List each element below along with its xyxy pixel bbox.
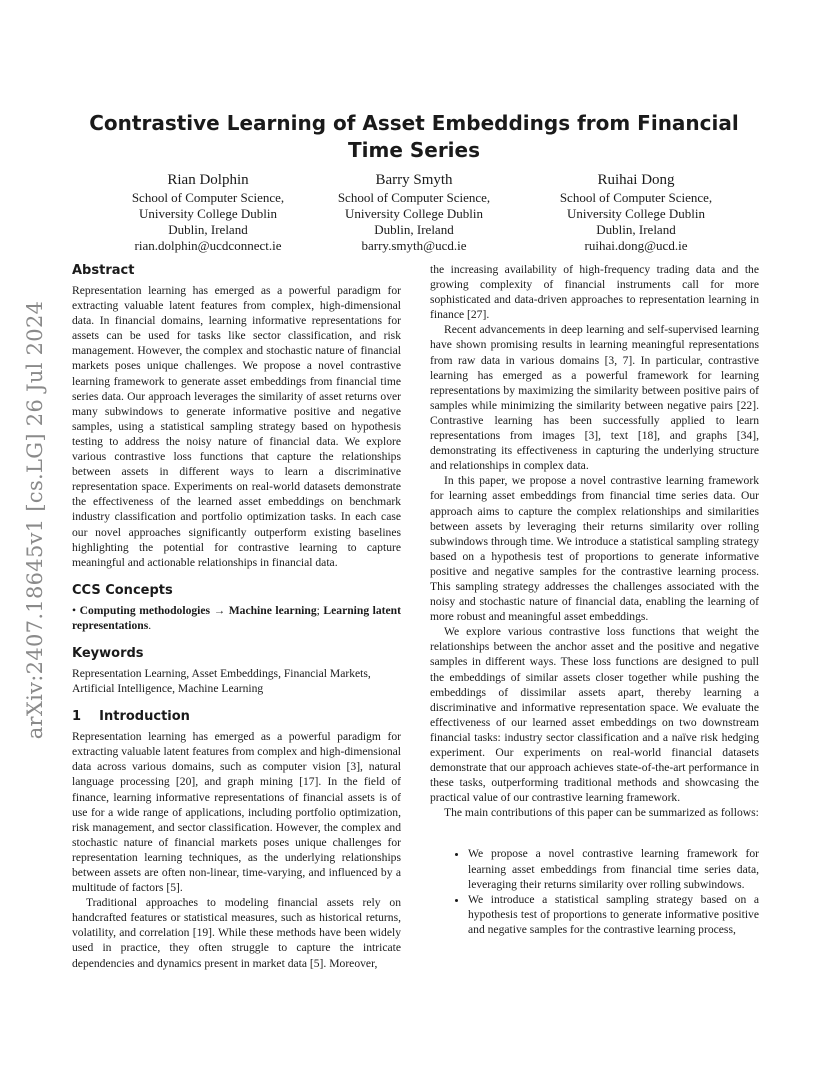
abstract-text: Representation learning has emerged as a powerful paradigm for extracting valuable latent features from complex, high-dimensional data. In financial domains, learning informative representations for assets can be used for tasks like sector classification, and risk management. However, the complex and stochastic nature of financial markets poses unique challenges. We propose a novel contrastive learning framework to generate asset embeddings from financial time series data. Our approach leverages the similarity of asset returns over many subwindows to generate informative positive and negative samples, using a statistical sampling strategy based on hypothesis testing to address the noisy nature of financial data. We explore various contrastive loss functions that capture the relationships between assets in different ways to learn a discriminative representation space. Experiments on real-world datasets demonstrate the effectiveness of the learned asset embeddings on benchmark industry classification and portfolio optimization tasks. In each case our novel approaches significantly outperform existing baselines highlighting the potential for contrastive learning to capture meaningful and actionable relationships in financial data.	[72, 284, 401, 569]
author-name: Ruihai Dong	[597, 172, 675, 188]
right-paragraph-3: We explore various contrastive loss functions that weight the relationships between the anchor asset and the positive and negative samples in different ways. These loss functions are designed to pull the embeddings of similar assets closer together while pushing the embeddings of dissimilar assets apart, thereby learning a discriminative and informative representation space. We evaluate the effectiveness of our learned asset embeddings on two downstream financial tasks: industry sector classification and a naïve risk hedging experiment. Our experiments on real-world financial datasets demonstrate that our approach achieves state-of-the-art performance in these tasks, outperforming traditional methods and showcasing the practical value of our contrastive learning framework.	[430, 625, 759, 805]
right-paragraph-2: In this paper, we propose a novel contrastive learning framework for learning asset embeddings from financial time series data. Our approach aims to capture the complex relationships and similarities between assets by leveraging their returns similarity over rolling subwindows through time. We introduce a statistical sampling strategy based on a hypothesis test of proportions to generate informative positive and negative samples for the contrastive learning process. This sampling strategy addresses the challenges associated with the noisy and stochastic nature of financial data, enabling the learning of more robust and meaningful asset embeddings.	[430, 474, 759, 624]
keywords-text: Representation Learning, Asset Embeddings, Financial Markets, Artificial Intelligence, Machine Learning	[72, 666, 371, 696]
right-paragraph-4: The main contributions of this paper can be summarized as follows:	[444, 806, 759, 820]
paper-title: Contrastive Learning of Asset Embeddings from Financial Time Series	[89, 111, 739, 162]
ccs-bullet: •	[72, 603, 77, 617]
ccs-text	[72, 603, 401, 633]
author-dept: School of Computer Science,	[337, 190, 491, 205]
author-dept: School of Computer Science,	[131, 190, 285, 205]
ccs-separator: ;	[316, 603, 324, 617]
arxiv-identifier: arXiv:2407.18645v1 [cs.LG] 26 Jul 2024	[23, 300, 47, 740]
author-univ: University College Dublin	[139, 206, 277, 221]
abstract-heading: Abstract	[72, 263, 135, 278]
author-email: barry.smyth@ucd.ie	[361, 238, 467, 253]
intro-paragraph-1: Representation learning has emerged as a powerful paradigm for extracting valuable latent features from complex and high-dimensional data across various domains, such as computer vision [3], natural language processing [20], and graph mining [17]. In the field of finance, learning informative representations of financial assets is of use for a wide range of applications, including portfolio optimization, risk management, and sector classification. However, the complex and stochastic nature of financial markets poses unique challenges for representation learning techniques, as the underlying relationships between assets are often non-linear, time-varying, and influenced by a multitude of factors [5].	[72, 730, 401, 895]
author-3	[526, 170, 746, 254]
intro-heading: 1 Introduction	[72, 709, 190, 725]
author-email: ruihai.dong@ucd.ie	[584, 238, 688, 253]
author-name: Rian Dolphin	[167, 172, 249, 188]
contributions-list	[430, 846, 759, 937]
ccs-concept-2: Learning latent representations	[72, 603, 401, 632]
author-1	[98, 170, 318, 254]
keywords-heading: Keywords	[72, 645, 144, 661]
author-univ: University College Dublin	[345, 206, 483, 221]
author-email: rian.dolphin@ucdconnect.ie	[134, 238, 282, 253]
author-loc: Dublin, Ireland	[168, 222, 248, 237]
author-loc: Dublin, Ireland	[596, 222, 676, 237]
ccs-end: .	[148, 618, 152, 632]
right-paragraph-1: Recent advancements in deep learning and self-supervised learning have shown promising results in learning meaningful representations from raw data in various domains [3, 7]. In particular, contrastive learning has emerged as a powerful framework for learning representations by maximizing the similarity between positive pairs of samples while minimizing the similarity between negative pairs [22]. Contrastive learning has been successfully applied to learn representations from images [3], text [18], and graphs [34], demonstrating its effectiveness in capturing the underlying structure and relationships in complex data.	[430, 323, 759, 473]
author-2	[304, 170, 524, 254]
author-name: Barry Smyth	[375, 172, 453, 188]
author-univ: University College Dublin	[567, 206, 705, 221]
author-dept: School of Computer Science,	[559, 190, 713, 205]
right-paragraph-0: the increasing availability of high-frequency trading data and the growing complexity of financial instruments call for more sophisticated and data-driven approaches to representation learning in finance [27].	[430, 263, 759, 322]
author-loc: Dublin, Ireland	[374, 222, 454, 237]
arxiv-sidebar	[10, 280, 60, 760]
list-item: • We introduce a statistical sampling strategy based on a hypothesis test of proportions to generate informative positive and negative samples for the contrastive learning process,	[468, 892, 759, 937]
left-column	[72, 262, 401, 971]
list-item: • We propose a novel contrastive learning framework for learning asset embeddings from financial time series data, leveraging their returns similarity over rolling subwindows.	[468, 846, 759, 891]
ccs-heading: CCS Concepts	[72, 582, 173, 598]
right-column	[430, 262, 759, 937]
intro-paragraph-2: Traditional approaches to modeling financial assets rely on handcrafted features or statistical measures, such as historical returns, volatility, and correlation [19]. While these methods have been widely used in practice, they often struggle to capture the intricate dependencies and dynamics present in market data [5]. Moreover,	[72, 896, 401, 970]
ccs-concept-1: Computing methodologies → Machine learning	[79, 603, 317, 617]
